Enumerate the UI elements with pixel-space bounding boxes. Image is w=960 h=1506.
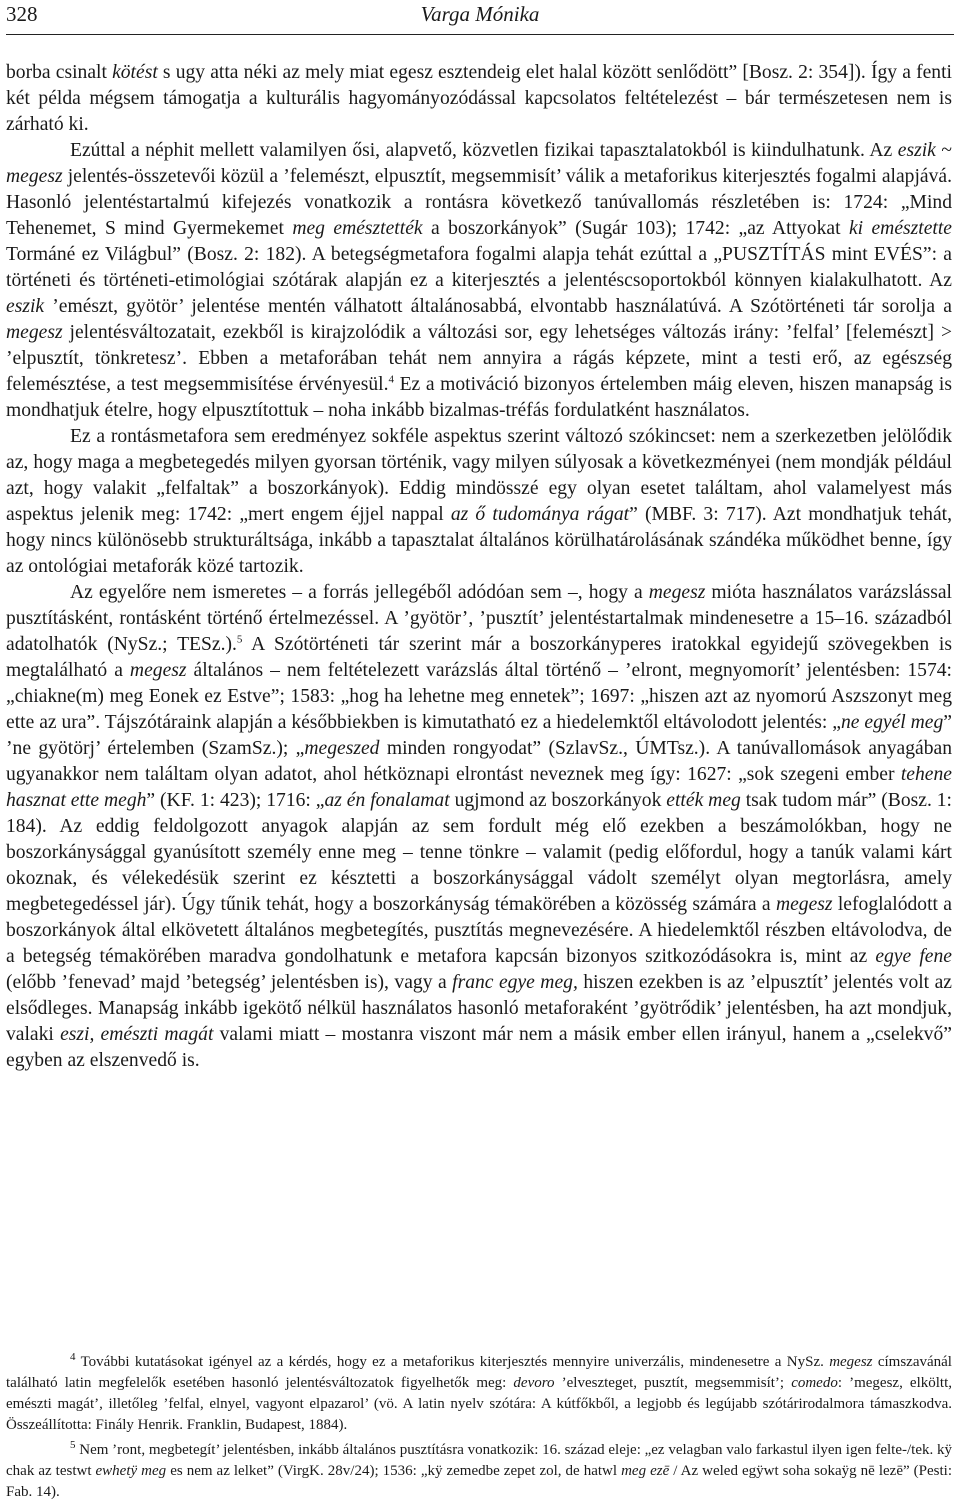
italic-term: meg emésztették [292, 218, 423, 239]
text-run: általános – nem feltételezett varázslás által történő – ’elront, megnyomorít’ jelentésben: 1574: „chiakne(m) meg Eonek ez Estve”; 1583: „hog ha lehetne meg ennetek”; 1697: „hiszen azt az nyomorú Aszszonyt meg ette az ura”. Tájszótáraink alapján a későbbiekben is kimutatható ez a hiedelemktől eltávolodott jelentés: „ [6, 660, 953, 733]
text-run: ’elveszteget, pusztít, megsemmisít’; [554, 1375, 792, 1391]
italic-term: megesz [775, 894, 833, 915]
italic-term: megesz [829, 1354, 873, 1370]
text-run: Nem ’ront, megbetegít’ jelentésben, inkább általános pusztításra vonatkozik: 16. század eleje: „ez velagban valo farkastul ilyen igen felte-/tek. kÿ chak az testwt [6, 1442, 952, 1479]
text-run: Tormáné ez Világbul” (Bosz. 2: 182). A betegségmetafora fogalmi alapja tehát ezúttal a „PUSZTÍTÁS mint EVÉS”: a történeti és történeti-etimológiai szótárak alapján ez a kiterjesztés a jelentéscsoportokból könnyen kialakulhatott. Az [6, 244, 952, 291]
text-run: A Szótörténeti tár szerint már a boszorkányperes iratokkal egyidejű szövegekben is megtalálható a [6, 634, 952, 681]
italic-term: meg ezē [621, 1463, 670, 1479]
footnotes [6, 1352, 952, 1503]
text-run: ” (KF. 1: 423); 1716: „ [146, 790, 325, 811]
page-number: 328 [6, 2, 38, 26]
italic-term: ne egyél meg [841, 712, 944, 733]
text-run: es nem az lelket” (VirgK. 28v/24); 1536: „kÿ zemedbe zepet zol, de hatwl [166, 1463, 622, 1479]
text-run: valami miatt – mostanra viszont már nem a másik ember ellen irányul, hanem a „cselekvő” egyben az elszenvedő is. [6, 1024, 952, 1071]
italic-term: franc egye meg, [452, 972, 578, 993]
text-run: : ’megesz, elköltt, emészti magát’, illetőleg ’felfal, elnyel, vagyont elpazarol’ (vö. A latin nyelv szótára: A kútfőkből, a legjobb és legújabb szótárirodalmora támaszkodva. Összeállította: Finály Henrik. Franklin, Budapest, 1884). [6, 1375, 952, 1433]
page-header [6, 0, 954, 36]
text-run: Ez a rontásmetafora sem eredményez sokféle aspektus szerint változó szókincset: nem a szerkezetben jelölődik az, hogy maga a megbetegedés milyen gyorsan történik, vagy milyen súlyosak a következményei (nem mondják például azt, hogy valakit „felfaltak” a boszorkányok). Eddig mindösszé egy olyan esetet találtam, ahol valamelyest más aspektus jelenik meg: 1742: „mert engem éjjel nappal [6, 426, 952, 525]
running-head: Varga Mónika [420, 2, 540, 26]
text-run: ” (MBF. 3: 717). Azt mondhatjuk tehát, hogy nincs különösebb strukturáltsága, inkább a tapasztalat általános körülhatárolásának szándéka működhet benne, így az ontológiai metaforák közé tartozik. [6, 504, 952, 577]
italic-term: megesz [129, 660, 187, 681]
text-run: jelentésváltozatait, ezekből is kirajzolódik a változási sor, egy lehetséges változás irány: ’felfal’ [felemészt] > ’elpusztít, tönkretesz’. Ebben a metaforában tehát nem annyira a rágás képzete, mint a testi erő, az egészség felemésztése, a test megsemmisítése érvényesül. [6, 322, 952, 395]
italic-term: tehene hasznat ette megh [6, 764, 952, 811]
italic-term: az én fonalamat [324, 790, 450, 811]
text-run: Ezúttal a néphit mellett valamilyen ősi, alapvető, közvetlen fizikai tapasztalatokból is kiindulhatunk. Az [70, 140, 898, 161]
text-run: (előbb ’fenevad’ majd ’betegség’ jelentésben is), vagy a [6, 972, 453, 993]
text-run: ~ [935, 140, 952, 161]
body-paragraph [6, 424, 952, 580]
header-rule [6, 34, 954, 35]
italic-term: eszi, emészti magát [60, 1024, 214, 1045]
text-run: ’emészt, gyötör’ jelentése mentén válhatott általánosabbá, elvontabb használatúvá. A Szótörténeti tár sorolja a [44, 296, 952, 317]
italic-term: egye fene [875, 946, 952, 967]
italic-term: kötést [112, 62, 158, 83]
italic-term: megeszed [304, 738, 380, 759]
text-run: További kutatásokat igényel az a kérdés, hogy ez a metaforikus kiterjesztés mennyire univerzális, mindenesetre a NySz. [75, 1354, 830, 1370]
footnote-marker: 4 [70, 1351, 76, 1363]
footnote [6, 1352, 952, 1436]
italic-term: ették meg [666, 790, 741, 811]
body-paragraph [6, 580, 952, 1074]
text-run: lefoglalódott a boszorkányok által elkövetett általános megbetegítés, pusztítás megnevezésére. A hiedelemktől részben eltávolodva, de a betegség témakörében maradva gondolhatunk e metafora kapcsán bizonyos szitkozódásokra is, mint az [6, 894, 952, 967]
text-run: tsak tudom már” (Bosz. 1: 184). Az eddig feldolgozott anyagok alapján az sem fordult még elő ezekben a beszámolókban, hogy ne boszorkánysággal gyanúsított személy enne meg – tenne tönkre – valamit (pedig előfordul, hogy a tanúk valami kárt okoznak, és vélekedésük szerint ez késztetti a boszorkánysággal vádolt személyt olyan megtorlásra, amely megbetegedéssel jár). Úgy tűnik tehát, hogy a boszorkányság témakörében a közösség számára a [6, 790, 953, 915]
footnote-marker: 5 [70, 1439, 76, 1451]
body-text [6, 60, 952, 1074]
text-run: / Az weled egÿwt soha sokaÿg nē lezē” (Pesti: Fab. 14). [6, 1463, 952, 1500]
body-paragraph [6, 138, 952, 424]
text-run: s ugy atta néki az mely miat egesz esztendeig elet halal között senlődött” [Bosz. 2: 354]). Így a fenti két példa mégsem támogatja a kulturális hagyományozódással kapcsolatos feltételezést – bár természetesen nem is zárható ki. [6, 62, 952, 135]
text-run: jelentés-összetevői közül a ’felemészt, elpusztít, megsemmisít’ válik a metaforikus kiterjesztés fogalmi alapjává. Hasonló jelentéstartalmú kifejezés vonatkozik a rontásra következő tanúvallomás részletében is: 1724: „Mind Tehenemet, S mind Gyermekemet [6, 166, 952, 239]
italic-term: eszik [897, 140, 936, 161]
italic-term: comedo [791, 1375, 838, 1391]
italic-term: az ő tudománya rágat [450, 504, 630, 525]
italic-term: megesz [648, 582, 706, 603]
text-run: hiszen ezekben is az ’elpusztít’ jelentés volt az elsődleges. Manapság inkább igekötő nélkül használatos hasonló metaforaként ’gyötrődik’ jelentésben, ha azt mondjuk, valaki [6, 972, 952, 1045]
text-run: Ez a motiváció bizonyos értelemben máig eleven, hiszen manapság is mondhatjuk ételre, hogy elpusztítottuk – noha inkább bizalmas-tréfás fordulatként használatos. [6, 374, 952, 421]
italic-term: eszik [6, 296, 45, 317]
italic-term: ki emésztette [848, 218, 952, 239]
text-run: Az egyelőre nem ismeretes – a forrás jellegéből adódóan sem –, hogy a [70, 582, 649, 603]
text-run: címszavánál található latin megfelelők esetében hasonló jelentésváltozatok figyelhetők meg: [6, 1354, 952, 1391]
italic-term: megesz [6, 166, 63, 187]
footnote-marker: 5 [236, 633, 243, 646]
footnote [6, 1440, 952, 1503]
italic-term: devoro [513, 1375, 555, 1391]
text-run: ugjmond az boszorkányok [449, 790, 667, 811]
italic-term: ewhetÿ meg [95, 1463, 167, 1479]
body-paragraph [6, 60, 952, 138]
footnote-marker: 4 [388, 373, 394, 386]
italic-term: megesz [6, 322, 63, 343]
text-run: a boszorkányok” (Sugár 103); 1742: „az Attyokat [422, 218, 849, 239]
text-run: mióta használatos varázslással pusztításként, rontásként történő értelmezéssel. A ’gyötör’, ’pusztít’ jelentéstartalmak mindenesetre a 15–16. századból adatolhatók (NySz.; TESz.). [6, 582, 953, 655]
text-run: borba csinalt [6, 62, 113, 83]
text-run: minden rongyodat” (SzlavSz., ÚMTsz.). A tanúvallomások anyagában ugyanakkor nem találtam olyan adatot, ahol hétköznapi elrontást neveznek meg így: 1627: „sok szegeni ember [6, 738, 953, 785]
text-run: ” ’ne gyötörj’ értelemben (SzamSz.); „ [6, 712, 952, 759]
